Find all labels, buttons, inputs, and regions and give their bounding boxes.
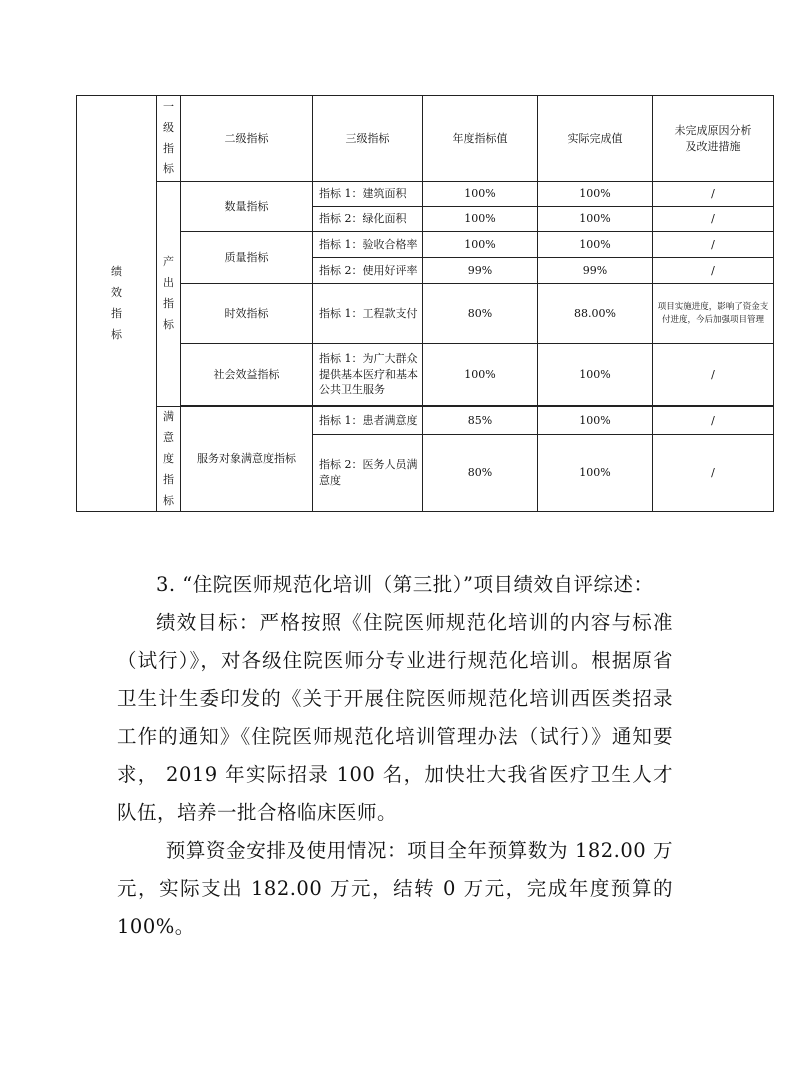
indicator-cell: 指标 2：医务人员满意度 xyxy=(313,435,423,512)
target-cell: 80% xyxy=(423,284,538,344)
satisfaction-group-label: 满意度指标 xyxy=(163,410,174,507)
indicator-cell: 指标 1：建筑面积 xyxy=(313,182,423,207)
social-label: 社会效益指标 xyxy=(181,344,313,406)
indicator-cell: 指标 1：验收合格率 xyxy=(313,232,423,258)
actual-cell: 100% xyxy=(538,407,653,435)
output-group-label: 产出指标 xyxy=(163,255,174,331)
header-actual: 实际完成值 xyxy=(538,96,653,182)
target-cell: 100% xyxy=(423,182,538,207)
actual-cell: 100% xyxy=(538,435,653,512)
reason-cell: / xyxy=(653,232,774,258)
actual-cell: 100% xyxy=(538,182,653,207)
table-row xyxy=(77,284,774,344)
actual-cell: 100% xyxy=(538,232,653,258)
goal-paragraph: 绩效目标：严格按照《住院医师规范化培训的内容与标准（试行）》，对各级住院医师分专业进行规范化培训。根据原省卫生计生委印发的《关于开展住院医师规范化培训西医类招录工作的通知》《住院医师规范化培训管理办法（试行）》通知要求， 2019 年实际招录 100 名，加快壮大我省医疗卫生人才队伍，培养一批合格临床医师。 xyxy=(117,611,673,824)
target-cell: 100% xyxy=(423,232,538,258)
actual-cell: 100% xyxy=(538,344,653,406)
actual-cell: 99% xyxy=(538,258,653,284)
performance-indicator-table xyxy=(76,95,774,512)
target-cell: 85% xyxy=(423,407,538,435)
budget-paragraph: 预算资金安排及使用情况：项目全年预算数为 182.00 万元，实际支出 182.00 万元，结转 0 万元，完成年度预算的 100%。 xyxy=(117,839,673,938)
timeliness-label: 时效指标 xyxy=(181,284,313,344)
reason-cell: / xyxy=(653,407,774,435)
reason-cell: / xyxy=(653,344,774,406)
service-label: 服务对象满意度指标 xyxy=(181,407,313,512)
table-row xyxy=(77,407,774,435)
section-heading: 3. “住院医师规范化培训（第三批）”项目绩效自评综述： xyxy=(156,573,654,596)
target-cell: 100% xyxy=(423,207,538,232)
output-group-cell xyxy=(157,182,181,407)
indicator-cell: 指标 1：工程款支付 xyxy=(313,284,423,344)
quantity-label: 数量指标 xyxy=(181,182,313,232)
header-level2: 二级指标 xyxy=(181,96,313,182)
header-row xyxy=(77,96,774,182)
reason-cell: / xyxy=(653,435,774,512)
satisfaction-group-cell xyxy=(157,407,181,512)
target-cell: 80% xyxy=(423,435,538,512)
indicator-cell: 指标 2：绿化面积 xyxy=(313,207,423,232)
header-target: 年度指标值 xyxy=(423,96,538,182)
quality-label: 质量指标 xyxy=(181,232,313,284)
header-reason: 未完成原因分析及改进措施 xyxy=(653,96,774,182)
reason-cell: / xyxy=(653,207,774,232)
target-cell: 99% xyxy=(423,258,538,284)
table-row xyxy=(77,344,774,406)
category-cell xyxy=(77,96,157,512)
indicator-cell: 指标 2：使用好评率 xyxy=(313,258,423,284)
reason-cell: / xyxy=(653,182,774,207)
section-text xyxy=(117,566,673,946)
actual-cell: 100% xyxy=(538,207,653,232)
reason-cell: / xyxy=(653,258,774,284)
table-row xyxy=(77,232,774,258)
indicator-cell: 指标 1：患者满意度 xyxy=(313,407,423,435)
header-level1: 一级指标 xyxy=(157,96,181,182)
indicator-cell: 指标 1：为广大群众提供基本医疗和基本公共卫生服务 xyxy=(313,344,423,406)
table-row xyxy=(77,182,774,207)
actual-cell: 88.00% xyxy=(538,284,653,344)
reason-cell: 项目实施进度，影响了资金支付进度，今后加强项目管理 xyxy=(653,284,774,344)
header-level3: 三级指标 xyxy=(313,96,423,182)
target-cell: 100% xyxy=(423,344,538,406)
category-label: 绩效指标 xyxy=(111,264,122,341)
